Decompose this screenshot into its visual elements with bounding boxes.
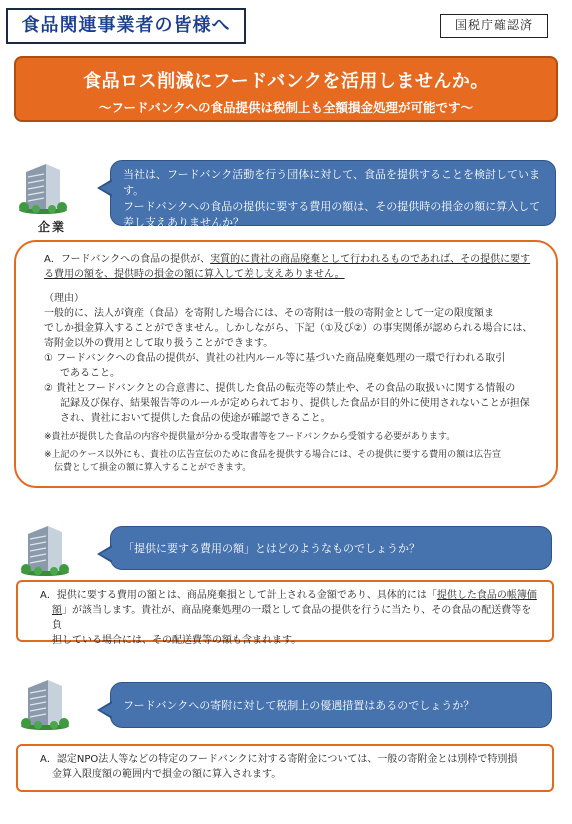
a2-line-1: A．提供に要する費用の額とは、商品廃棄損として計上される金額であり、具体的には「提供した食品の帳簿価: [40, 590, 537, 601]
building-icon: [16, 160, 70, 214]
question-bubble-1: [110, 160, 556, 229]
question-bubble-3: [110, 682, 552, 728]
headline-banner: [14, 56, 558, 122]
answer-box-2: [16, 580, 554, 646]
a3-line-1: A．認定NPO法人等などの特定のフードバンクに対する寄附金については、一般の寄附金とは別枠で特別損: [40, 754, 518, 765]
a1-point-1: ① フードバンクへの食品の提供が、貴社の社内ルール等に基づいた商品廃棄処理の一環で行われる取引 であること。: [44, 353, 506, 379]
a1-reason-text: 一般的に、法人が資産（食品）を寄附した場合には、その寄附は一般の寄附金として一定の限度額ま でしか損金算入することができません。しかしながら、下記（①及び②）の事実関係が認められる場合には、 寄附金以外の費用として取り扱うことができます。: [44, 308, 533, 349]
approval-stamp: 国税庁確認済: [440, 14, 548, 38]
answer-box-1: [14, 240, 558, 488]
a1-note-2: ※上記のケース以外にも、貴社の広告宣伝のために食品を提供する場合には、その提供に要する費用の額は広告宣 伝費として損金の額に算入することができます。: [44, 450, 502, 473]
a1-reason-heading: （理由）: [44, 293, 84, 304]
answer-box-3: [16, 744, 554, 792]
q1-line-2: フードバンクへの食品の提供に要する費用の額は、その提供時の損金の額に算入して: [123, 200, 541, 213]
q1-line-3: 差し支えありませんか？: [123, 216, 244, 229]
page-title: 食品関連事業者の皆様へ: [6, 8, 246, 44]
a1-answer: A．フードバンクへの食品の提供が、実質的に貴社の商品廃棄として行われるものであれば、その提供に要す る費用の額を、提供時の損金の額に算入して差し支えありません。: [44, 254, 531, 280]
a2-line-3: 担している場合には、その配送費等の額も含まれます。: [52, 635, 302, 646]
building-icon: [18, 522, 72, 576]
banner-main: 食品ロス削減にフードバンクを活用しませんか。: [83, 71, 489, 92]
a1-note-1: ※貴社が提供した食品の内容や提供量が分かる受取書等をフードバンクから受領する必要があります。: [44, 432, 456, 442]
company-label: 企業: [38, 220, 67, 234]
question-bubble-2: [110, 526, 552, 570]
a1-point-2: ② 貴社とフードバンクとの合意書に、提供した食品の転売等の禁止や、その食品の取扱いに関する情報の 記録及び保存、結果報告等のルールが定められており、提供した食品が目的外に使用されないことが担保 され、貴社において提供した食品の使途が確認できること。: [44, 383, 530, 424]
q3-text: フードバンクへの寄附に対して税制上の優遇措置はあるのでしょうか？: [123, 699, 475, 712]
a3-line-2: 金算入限度額の範囲内で損金の額に算入されます。: [52, 769, 282, 780]
q1-line-1: 当社は、フードバンク活動を行う団体に対して、食品を提供することを検討しています。: [123, 168, 541, 197]
q2-text: 「提供に要する費用の額」とはどのようなものでしょうか？: [123, 542, 420, 555]
a2-line-2: 額」が該当します。貴社が、商品廃棄処理の一環として食品の提供を行うに当たり、その食品の配送費等を負: [52, 605, 532, 631]
banner-sub: ～フードバンクへの食品提供は税制上も全額損金処理が可能です～: [98, 100, 474, 115]
building-icon: [18, 676, 72, 730]
